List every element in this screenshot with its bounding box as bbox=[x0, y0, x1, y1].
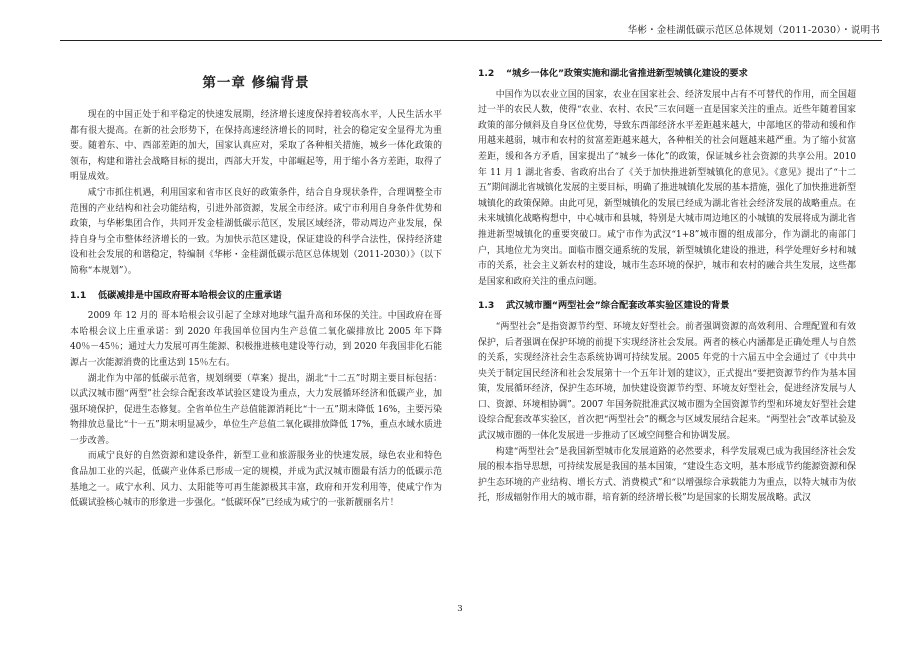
section-1-2-paragraph-1: 中国作为以农业立国的国家，农业在国家社会、经济发展中占有不可替代的作用，而全国超过一半的农民人数，使得“农业、农村、农民”三农问题一直是国家关注的重点。近些年随着国家政策的部分倾斜及自身区位优势，导致东西部经济水平差距越来越大，中部地区的带动和缓和作用越来越弱，城市和农村的贫富差距越来越大，各种相关的社会问题越来越严重。为了缩小贫富差距，缓和各方矛盾，国家提出了“城乡一体化”的政策，保证城乡社会资源的共享公用。2010 年 11 月 1 湖北省委、省政府出台了《关于加快推进新型城镇化的意见》。《意见》提出了“十二五”期间湖北省城镇化发展的主要目标，明确了推进城镇化发展的基本措施，强化了加快推进新型城镇化的政策保障。由此可见，新型城镇化的发展已经成为湖北省社会经济发展的战略重点。在未来城镇化战略构想中，中心城市和县城，特别是大城市周边地区的小城镇的发展将成为湖北省推进新型城镇化的重要突破口。咸宁市作为武汉“1+8”城市圈的组成部分，作为湖北的南部门户，其地位尤为突出。面临市圈交通系统的发展，新型城镇化建设的推进，科学处理好乡村和城市的关系，社会主义新农村的建设，城市生态环境的保护，城市和农村的融合共生发展，这些都是国家和政府关注的重点问题。 bbox=[478, 89, 856, 287]
section-1-3-heading bbox=[478, 298, 856, 314]
intro-paragraph-1: 现在的中国正处于和平稳定的快速发展期，经济增长速度保持着较高水平，人民生活水平都有很大提高。在新的社会形势下，在保持高速经济增长的同时，社会的稳定安全显得尤为重要。随着东、中、西部差距的加大，国家认真应对，采取了各种相关措施，城乡一体化政策的领布，构建和谐社会战略目标的提出，西部大开发，中部崛起等，用于缩小各方差距，取得了明显成效。 bbox=[70, 110, 442, 183]
section-1-2-heading bbox=[478, 66, 856, 82]
header-divider bbox=[60, 40, 882, 41]
section-1-1-paragraph-2: 湖北作为中部的低碳示范省，规划纲要（草案）提出，湖北“十二五”时期主要目标包括：以武汉城市圈“两型”社会综合配套改革试验区建设为重点，大力发展循环经济和低碳产业，加强环境保护，促进生态修复。全省单位生产总值能源消耗比“十一五”期末降低 16%，主要污染物排放总量比“十一五”期末明显减少，单位生产总值二氧化碳排放降低 17%，重点水域水质进一步改善。 bbox=[70, 373, 442, 446]
section-1-1-paragraph-3: 而咸宁良好的自然资源和建设条件，新型工业和旅游服务业的快速发展，绿色农业和特色食品加工业的兴起，低碳产业体系已形成一定的规模，并成为武汉城市圈最有活力的低碳示范基地之一。咸宁水利、风力、太阳能等可再生能源极其丰富，政府和开发利用等，使咸宁作为低碳试验核心城市的形象进一步强化。“低碳环保”已经成为咸宁的一张新靓丽名片！ bbox=[70, 451, 442, 509]
section-1-1-paragraph-1: 2009 年 12 月的 哥本哈根会议引起了全球对地球气温升高和环保的关注。中国政府在哥本哈根会议上庄重承诺：到 2020 年我国单位国内生产总值二氧化碳排放比 2005 年下降 40％－45％；通过大力发展可再生能源、积极推进核电建设等行动，到 2020 年我国非化石能源占一次能源消费的比重达到 15％左右。 bbox=[70, 311, 442, 368]
section-number: 1.3 bbox=[478, 300, 495, 312]
section-number: 1.1 bbox=[70, 289, 87, 301]
left-column bbox=[70, 64, 442, 512]
section-1-3-paragraph-1: “两型社会”是指资源节约型、环境友好型社会。前者强调资源的高效利用、合理配置和有效保护，后者强调在保护环境的前提下实现经济社会发展。两者的核心内涵都是正确处理人与自然的关系，实现经济社会生态系统协调可持续发展。2005 年党的十六届五中全会通过了《中共中央关于制定国民经济和社会发展第十一个五年计划的建议》，正式提出“要把资源节约作为基本国策，发展循环经济，保护生态环境，加快建设资源节约型、环境友好型社会，促进经济发展与人口、资源、环境相协调”。2007 年国务院批准武汉城市圈为全国资源节约型和环境友好型社会建设综合配套改革实验区，首次把“两型社会”的概念与区域发展结合起来。“两型社会”改革试验及武汉城市圈的一体化发展进一步推动了区域空间整合和协调发展。 bbox=[478, 321, 856, 442]
section-number: 1.2 bbox=[478, 68, 495, 79]
section-title: “城乡一体化”政策实施和湖北省推进新型城镇化建设的要求 bbox=[506, 68, 748, 79]
intro-paragraph-2: 咸宁市抓住机遇，利用国家和省市区良好的政策条件，结合自身现状条件，合理调整全市范围的产业结构和社会功能结构，引进外部资源，发展全市经济。咸宁市利用自身条件优势和政策，与华彬集团合作，共同开发金桂湖低碳示范区，发展区域经济，带动周边产业发展，保持自身与全市整体经济增长的一致。为加快示范区建设，保证建设的科学合法性，保持经济建设和社会发展的和谐稳定，特编制《华彬・金桂湖低碳示范区总体规划（2011-2030）》（以下简称“本规划”）。 bbox=[70, 187, 442, 276]
section-1-3-paragraph-2: 构建“两型社会”是我国新型城市化发展道路的必然要求，科学发展观已成为我国经济社会发展的根本指导思想，可持续发展是我国的基本国策，“建设生态文明，基本形成节约能源资源和保护生态环境的产业结构、增长方式、消费模式”和“以增强综合承载能力为重点，以特大城市为依托，形成辐射作用大的城市群，培育新的经济增长极”均是国家的长期发展战略。武汉 bbox=[478, 446, 856, 504]
right-column bbox=[478, 64, 856, 507]
section-title: 武汉城市圈“两型社会”综合配套改革实验区建设的背景 bbox=[506, 300, 730, 312]
section-title: 低碳减排是中国政府哥本哈根会议的庄重承诺 bbox=[98, 289, 282, 301]
page-header: 华彬・金桂湖低碳示范区总体规划（2011-2030）・说明书 bbox=[627, 25, 880, 36]
section-1-1-heading bbox=[70, 288, 442, 304]
page-number: 3 bbox=[457, 604, 463, 614]
chapter-title: 第一章 修编背景 bbox=[202, 75, 310, 91]
